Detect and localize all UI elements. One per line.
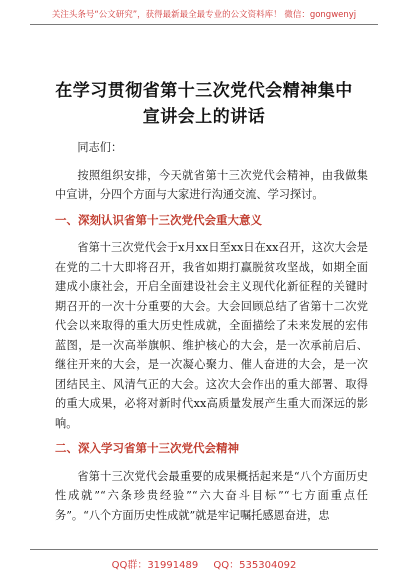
greeting: 同志们：	[77, 141, 123, 154]
section-heading-1: 一、深刻认识省第十三次党代会重大意义	[55, 212, 262, 227]
intro-paragraph: 按照组织安排，今天就省第十三次党代会精神，由我做集中宣讲，分四个方面与大家进行沟通交流、学习探讨。	[55, 168, 368, 201]
document-title: 在学习贯彻省第十三次党代会精神集中宣讲会上的讲话	[55, 81, 353, 127]
footer-qq: QQ：535304092	[213, 560, 297, 571]
header-notice: 关注头条号“公文研究”，获得最新最全最专业的公文资料库！ 微信：gongwenyj	[51, 10, 357, 20]
section-2-paragraph: 省第十三次党代会最重要的成果概括起来是“八个方面历史性成就”“六条珍贵经验”“六大奋斗目标”“七方面重点任务”。“八个方面历史性成就”就是牢记嘱托感恩奋进，忠	[55, 469, 368, 522]
document-body	[55, 138, 368, 531]
section-heading-2: 二、深入学习省第十三次党代会精神	[55, 441, 239, 455]
section-1-paragraph: 省第十三次党代会于x月xx日至xx日在xx召开，这次大会是在党的二十大即将召开，我省如期打赢脱贫攻坚战，如期全面建成小康社会，开启全面建设社会主义现代化新征程的关键时期召开的一次十分重要的大会。大会回顾总结了省第十二次党代会以来取得的重大历史性成就，全面描绘了未来发展的宏伟蓝图，是一次高举旗帜、维护核心的大会，是一次承前启后、继往开来的大会，是一次凝心聚力、催人奋进的大会，是一次团结民主、风清气正的大会。这次大会作出的重大部署、取得的重大成果，必将对新时代xx高质量发展产生重大而深远的影响。	[55, 241, 368, 430]
header-divider	[30, 24, 378, 25]
footer-divider	[30, 549, 378, 550]
footer-qq-group: QQ群：31991489	[111, 560, 199, 571]
footer	[0, 556, 408, 571]
